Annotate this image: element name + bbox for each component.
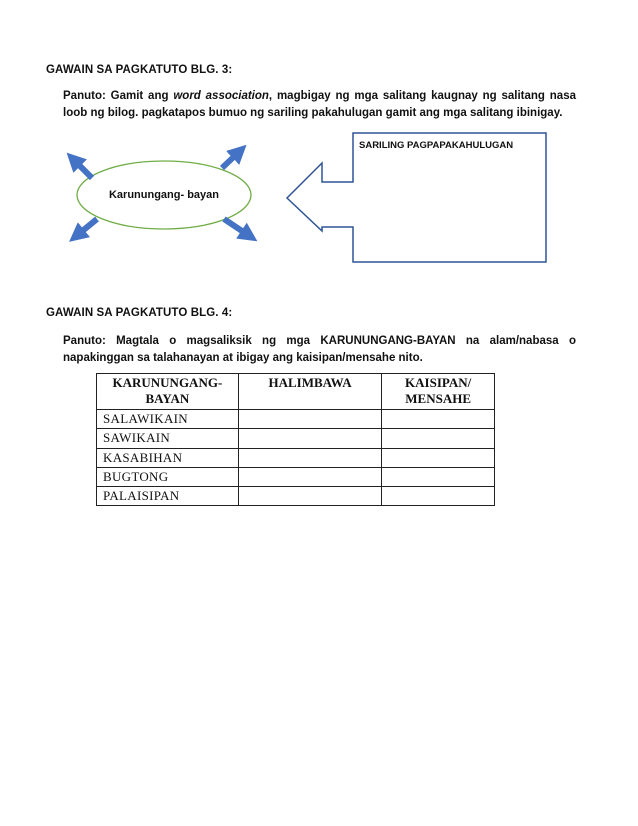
row-label: BUGTONG — [97, 467, 239, 486]
header-kaisipan: KAISIPAN/ MENSAHE — [382, 374, 495, 410]
section4-heading: GAWAIN SA PAGKATUTO BLG. 4: — [46, 307, 233, 319]
section3-heading: GAWAIN SA PAGKATUTO BLG. 3: — [46, 64, 233, 76]
table-row — [97, 467, 495, 486]
definition-callout-box — [287, 133, 546, 262]
kaisipan-cell[interactable] — [382, 487, 495, 506]
kaisipan-cell[interactable] — [382, 448, 495, 467]
table-row — [97, 448, 495, 467]
kaisipan-cell[interactable] — [382, 429, 495, 448]
row-label: PALAISIPAN — [97, 487, 239, 506]
halimbawa-cell[interactable] — [238, 467, 382, 486]
table-header-row — [97, 374, 495, 410]
row-label: SAWIKAIN — [97, 429, 239, 448]
header-karunungang-bayan: KARUNUNGANG-BAYAN — [97, 374, 239, 410]
section4-instructions: Panuto: Magtala o magsaliksik ng mga KARUNUNGANG-BAYAN na alam/nabasa o napakinggan sa talahanayan at ibigay ang kaisipan/mensahe nito. — [63, 335, 576, 364]
kaisipan-cell[interactable] — [382, 467, 495, 486]
halimbawa-cell[interactable] — [238, 487, 382, 506]
arrow-bottom-left-icon — [75, 219, 97, 237]
row-label: KASABIHAN — [97, 448, 239, 467]
instr-italic: word association — [173, 90, 269, 102]
kaisipan-cell[interactable] — [382, 410, 495, 429]
table-row — [97, 429, 495, 448]
instr-lead: Panuto: Gamit ang — [63, 90, 174, 102]
oval-label: Karunungang- bayan — [108, 189, 219, 201]
arrow-bottom-right-icon — [224, 219, 251, 237]
row-label: SALAWIKAIN — [97, 410, 239, 429]
halimbawa-cell[interactable] — [238, 448, 382, 467]
arrow-top-right-icon — [222, 150, 241, 168]
header-halimbawa: HALIMBAWA — [238, 374, 382, 410]
instr-rest: , magbigay ng mga salitang kaugnay ng salitang nasa loob ng bilog. pagkatapos bumuo ng sariling pakahulugan gamit ang mga salitang ibinigay. — [63, 90, 576, 119]
arrow-top-left-icon — [72, 158, 92, 178]
table-row — [97, 487, 495, 506]
halimbawa-cell[interactable] — [238, 410, 382, 429]
callout-title: SARILING PAGPAPAKAHULUGAN — [359, 140, 514, 151]
karunungang-bayan-table — [96, 373, 495, 506]
table-row — [97, 410, 495, 429]
halimbawa-cell[interactable] — [238, 429, 382, 448]
